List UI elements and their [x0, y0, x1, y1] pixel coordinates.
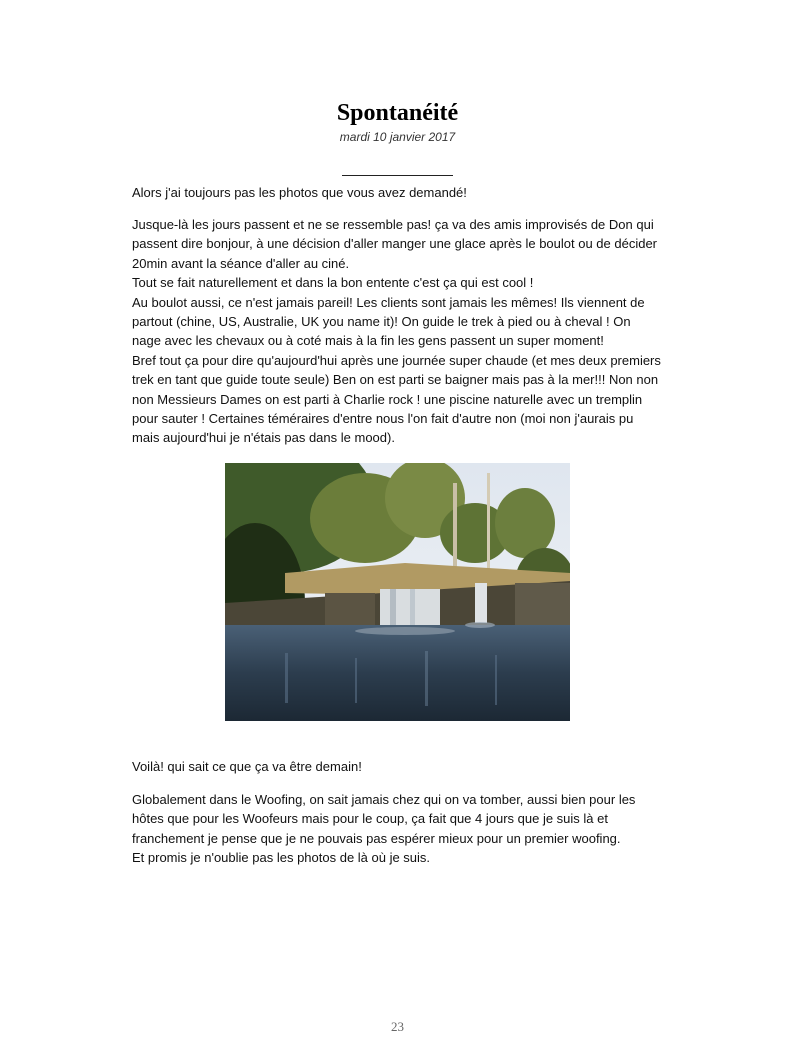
body-line: Tout se fait naturellement et dans la bon entente c'est ça qui est cool ! [132, 275, 534, 291]
outro-line: Et promis je n'oublie pas les photos de là où je suis. [132, 850, 431, 866]
body-paragraph [132, 215, 663, 448]
intro-text: Alors j'ai toujours pas les photos que vous avez demandé! [132, 185, 467, 200]
title-divider [342, 175, 453, 176]
closing-paragraph [132, 757, 663, 776]
body-line: Bref tout ça pour dire qu'aujourd'hui après une journée super chaude (et mes deux premiers trek en tant que guide toute seule) Ben on est parti se baigner mais pas à la mer!!! Non non non Messieurs Dames on est parti à Charlie rock ! une piscine naturelle avec un tremplin pour sauter ! Certaines téméraires d'entre nous l'on fait d'autre non (moi non j'aurais pu mais aujourd'hui je n'étais pas dans le mood). [132, 352, 661, 446]
body-line: Au boulot aussi, ce n'est jamais pareil! Les clients sont jamais les mêmes! Ils viennent de partout (chine, US, Australie, UK you name it)! On guide le trek à pied ou à cheval ! On nage avec les chevaux ou à coté mais à la fin les gens passent un super moment! [132, 294, 645, 349]
outro-paragraph [132, 790, 663, 868]
waterfall-image [225, 463, 570, 721]
intro-paragraph [132, 183, 663, 202]
closing-text: Voilà! qui sait ce que ça va être demain! [132, 759, 362, 774]
outro-line: Globalement dans le Woofing, on sait jamais chez qui on va tomber, aussi bien pour les hôtes que pour les Woofeurs mais pour le coup, ça fait que 4 jours que je suis là et franchement je pense que je ne pouvais pas espérer mieux pour un premier woofing. [132, 792, 636, 846]
post-date: mardi 10 janvier 2017 [339, 130, 456, 144]
page-number: 23 [391, 1019, 404, 1034]
waterfall-photo [225, 463, 570, 721]
page-title: Spontanéité [336, 100, 459, 126]
body-line: Jusque-là les jours passent et ne se ressemble pas! ça va des amis improvisés de Don qui passent dire bonjour, à une décision d'aller manger une glace après le boulot ou de décider 20min avant la séance d'aller au ciné. [132, 217, 658, 271]
